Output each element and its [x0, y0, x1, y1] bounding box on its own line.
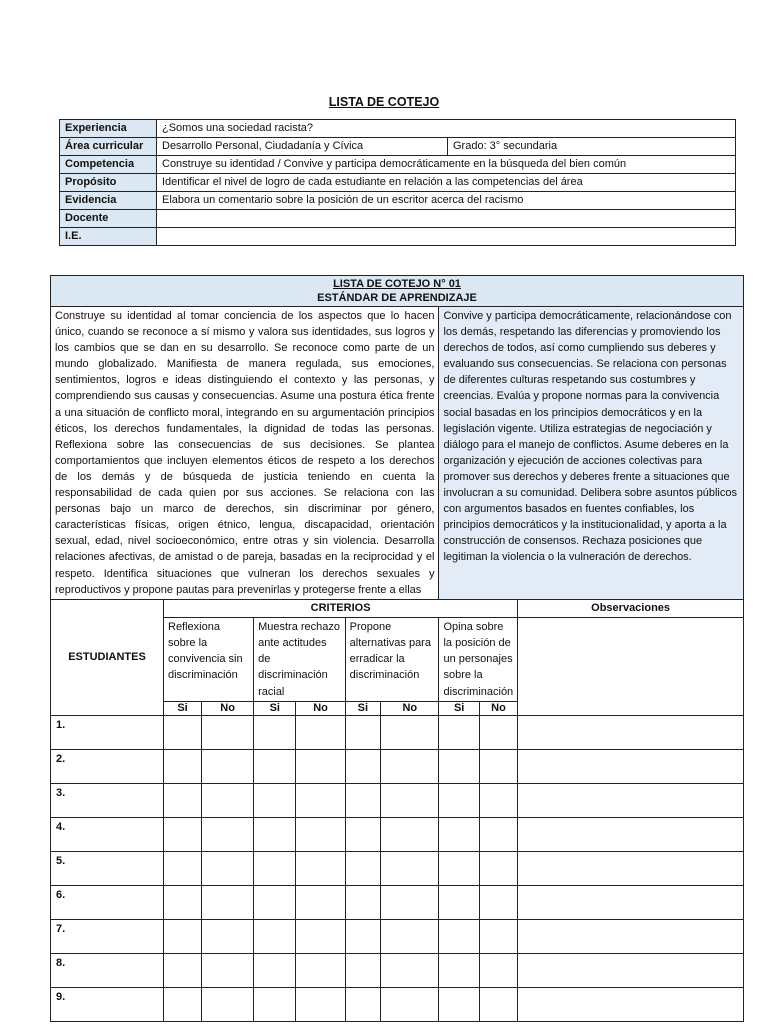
check-cell[interactable] [254, 715, 296, 749]
check-cell[interactable] [202, 953, 254, 987]
check-cell[interactable] [296, 715, 345, 749]
check-cell[interactable] [345, 885, 380, 919]
table-row [51, 987, 744, 1021]
check-cell[interactable] [479, 715, 517, 749]
checklist-table [50, 275, 744, 1022]
check-cell[interactable] [254, 953, 296, 987]
row-number: 5. [51, 851, 164, 885]
area-label: Área curricular [60, 138, 157, 156]
info-row-ie [60, 228, 736, 246]
check-cell[interactable] [164, 715, 202, 749]
check-cell[interactable] [345, 783, 380, 817]
criterion-3: Propone alternativas para erradicar la discriminación [345, 617, 439, 701]
check-cell[interactable] [479, 851, 517, 885]
observation-cell[interactable] [518, 817, 744, 851]
no-label: No [202, 701, 254, 715]
check-cell[interactable] [479, 783, 517, 817]
competencia-label: Competencia [60, 156, 157, 174]
check-cell[interactable] [479, 987, 517, 1021]
check-cell[interactable] [439, 885, 479, 919]
proposito-value: Identificar el nivel de logro de cada estudiante en relación a las competencias del área [157, 174, 736, 192]
check-cell[interactable] [164, 953, 202, 987]
table-row [51, 749, 744, 783]
check-cell[interactable] [202, 749, 254, 783]
check-cell[interactable] [164, 885, 202, 919]
experiencia-label: Experiencia [60, 120, 157, 138]
no-label: No [381, 701, 439, 715]
check-cell[interactable] [202, 987, 254, 1021]
no-label: No [479, 701, 517, 715]
observation-cell[interactable] [518, 919, 744, 953]
observaciones-header: Observaciones [518, 599, 744, 617]
row-number: 4. [51, 817, 164, 851]
check-cell[interactable] [254, 919, 296, 953]
competencia-value: Construye su identidad / Convive y participa democráticamente en la búsqueda del bien común [157, 156, 736, 174]
check-cell[interactable] [296, 851, 345, 885]
check-cell[interactable] [202, 783, 254, 817]
row-number: 1. [51, 715, 164, 749]
criteria-header-row [51, 599, 744, 617]
observation-cell[interactable] [518, 749, 744, 783]
check-cell[interactable] [164, 851, 202, 885]
info-table [59, 119, 736, 246]
page-title: LISTA DE COTEJO [328, 95, 440, 109]
observation-cell[interactable] [518, 851, 744, 885]
check-cell[interactable] [254, 851, 296, 885]
check-cell[interactable] [296, 919, 345, 953]
table-row [51, 851, 744, 885]
check-cell[interactable] [296, 783, 345, 817]
check-cell[interactable] [439, 987, 479, 1021]
check-cell[interactable] [345, 919, 380, 953]
check-cell[interactable] [439, 851, 479, 885]
check-cell[interactable] [202, 851, 254, 885]
check-cell[interactable] [254, 885, 296, 919]
check-cell[interactable] [381, 851, 439, 885]
experiencia-value: ¿Somos una sociedad racista? [157, 120, 736, 138]
info-row-area [60, 138, 736, 156]
check-cell[interactable] [345, 851, 380, 885]
info-row-docente [60, 210, 736, 228]
info-row-experiencia [60, 120, 736, 138]
check-cell[interactable] [202, 715, 254, 749]
check-cell[interactable] [439, 953, 479, 987]
row-number: 6. [51, 885, 164, 919]
criterion-1: Reflexiona sobre la convivencia sin discriminación [164, 617, 254, 701]
check-cell[interactable] [254, 817, 296, 851]
check-cell[interactable] [479, 817, 517, 851]
check-cell[interactable] [345, 817, 380, 851]
check-cell[interactable] [254, 749, 296, 783]
check-cell[interactable] [381, 987, 439, 1021]
standard-header [51, 276, 744, 307]
area-value: Desarrollo Personal, Ciudadanía y Cívica [157, 138, 448, 156]
observation-cell[interactable] [518, 783, 744, 817]
check-cell[interactable] [254, 783, 296, 817]
evidencia-value: Elabora un comentario sobre la posición de un escritor acerca del racismo [157, 192, 736, 210]
table-row [51, 817, 744, 851]
check-cell[interactable] [381, 953, 439, 987]
check-cell[interactable] [164, 919, 202, 953]
standard-header-row [51, 276, 744, 307]
observation-cell[interactable] [518, 885, 744, 919]
standard-right-text: Convive y participa democráticamente, relacionándose con los demás, respetando las diferencias y promoviendo los derechos de todos, así como cumpliendo sus deberes y evaluando sus consecuencias. Se relaciona con personas de diferentes culturas respetando sus costumbres y creencias. Evalúa y propone normas para la convivencia social basadas en los principios democráticos y en la legislación vigente. Utiliza estrategias de negociación y diálogo para el manejo de conflictos. Asume deberes en la organización y ejecución de acciones colectivas para promover sus derechos y deberes frente a situaciones que involucran a su comunidad. Delibera sobre asuntos públicos con argumentos basados en fuentes confiables, los principios democráticos y la institucionalidad, y aporta a la construcción de consensos. Rechaza posiciones que legitiman la violencia o la vulneración de derechos. [439, 307, 744, 600]
check-cell[interactable] [439, 817, 479, 851]
table-row [51, 885, 744, 919]
no-label: No [296, 701, 345, 715]
check-cell[interactable] [439, 783, 479, 817]
check-cell[interactable] [345, 987, 380, 1021]
check-cell[interactable] [345, 715, 380, 749]
ie-label: I.E. [60, 228, 157, 246]
check-cell[interactable] [164, 817, 202, 851]
si-label: Si [164, 701, 202, 715]
row-number: 8. [51, 953, 164, 987]
check-cell[interactable] [381, 715, 439, 749]
observation-cell[interactable] [518, 715, 744, 749]
check-cell[interactable] [296, 953, 345, 987]
table-row [51, 715, 744, 749]
check-cell[interactable] [439, 749, 479, 783]
check-cell[interactable] [202, 817, 254, 851]
check-cell[interactable] [479, 919, 517, 953]
evidencia-label: Evidencia [60, 192, 157, 210]
check-cell[interactable] [164, 987, 202, 1021]
row-number: 2. [51, 749, 164, 783]
proposito-label: Propósito [60, 174, 157, 192]
check-cell[interactable] [202, 919, 254, 953]
ie-value[interactable] [157, 228, 736, 246]
check-cell[interactable] [164, 749, 202, 783]
si-label: Si [345, 701, 380, 715]
row-number: 7. [51, 919, 164, 953]
check-cell[interactable] [381, 749, 439, 783]
si-label: Si [254, 701, 296, 715]
row-number: 3. [51, 783, 164, 817]
check-cell[interactable] [296, 749, 345, 783]
list-title: LISTA DE COTEJO N° 01 [333, 278, 461, 290]
grado-value: Grado: 3° secundaria [448, 138, 736, 156]
check-cell[interactable] [479, 953, 517, 987]
table-row [51, 953, 744, 987]
criterios-header: CRITERIOS [164, 599, 518, 617]
si-label: Si [439, 701, 479, 715]
row-number: 9. [51, 987, 164, 1021]
check-cell[interactable] [296, 817, 345, 851]
check-cell[interactable] [479, 749, 517, 783]
check-cell[interactable] [439, 715, 479, 749]
standard-left-text: Construye su identidad al tomar conciencia de los aspectos que lo hacen único, cuando se reconoce a sí mismo y valora sus identidades, sus logros y los cambios que se dan en su desarrollo. Se reconoce como parte de un mundo globalizado. Manifiesta de manera regulada, sus emociones, sentimientos, logros e ideas distinguiendo el contexto y las personas, y comprendiendo sus causas y consecuencias. Asume una postura ética frente a una situación de conflicto moral, integrando en su argumentación principios éticos, los derechos fundamentales, la dignidad de todas las personas. Reflexiona sobre las consecuencias de sus decisiones. Se plantea comportamientos que incluyen elementos éticos de respeto a los derechos de los demás y de búsqueda de justicia teniendo en cuenta la responsabilidad de cada quien por sus acciones. Se relaciona con las personas bajo un marco de derechos, sin discriminar por género, características físicas, origen étnico, lengua, discapacidad, orientación sexual, edad, nivel socioeconómico, entre otras y sin violencia. Desarrolla relaciones afectivas, de amistad o de pareja, basadas en la reciprocidad y el respeto. Identifica situaciones que vulneran los derechos sexuales y reproductivos y propone pautas para prevenirlas y protegerse frente a ellas [51, 307, 439, 600]
check-cell[interactable] [296, 885, 345, 919]
check-cell[interactable] [202, 885, 254, 919]
check-cell[interactable] [381, 885, 439, 919]
check-cell[interactable] [381, 919, 439, 953]
criterion-4: Opina sobre la posición de un personajes sobre la discriminación [439, 617, 518, 701]
check-cell[interactable] [381, 817, 439, 851]
docente-value[interactable] [157, 210, 736, 228]
standard-heading: ESTÁNDAR DE APRENDIZAJE [317, 292, 477, 304]
info-row-evidencia [60, 192, 736, 210]
check-cell[interactable] [439, 919, 479, 953]
standard-text-row [51, 307, 744, 600]
table-row [51, 919, 744, 953]
info-row-proposito [60, 174, 736, 192]
estudiantes-header: ESTUDIANTES [51, 599, 164, 715]
check-cell[interactable] [381, 783, 439, 817]
check-cell[interactable] [164, 783, 202, 817]
check-cell[interactable] [254, 987, 296, 1021]
check-cell[interactable] [345, 953, 380, 987]
observation-cell[interactable] [518, 987, 744, 1021]
docente-label: Docente [60, 210, 157, 228]
check-cell[interactable] [479, 885, 517, 919]
table-row [51, 783, 744, 817]
check-cell[interactable] [345, 749, 380, 783]
check-cell[interactable] [296, 987, 345, 1021]
info-row-competencia [60, 156, 736, 174]
observaciones-space [518, 617, 744, 715]
observation-cell[interactable] [518, 953, 744, 987]
criterion-2: Muestra rechazo ante actitudes de discriminación racial [254, 617, 346, 701]
